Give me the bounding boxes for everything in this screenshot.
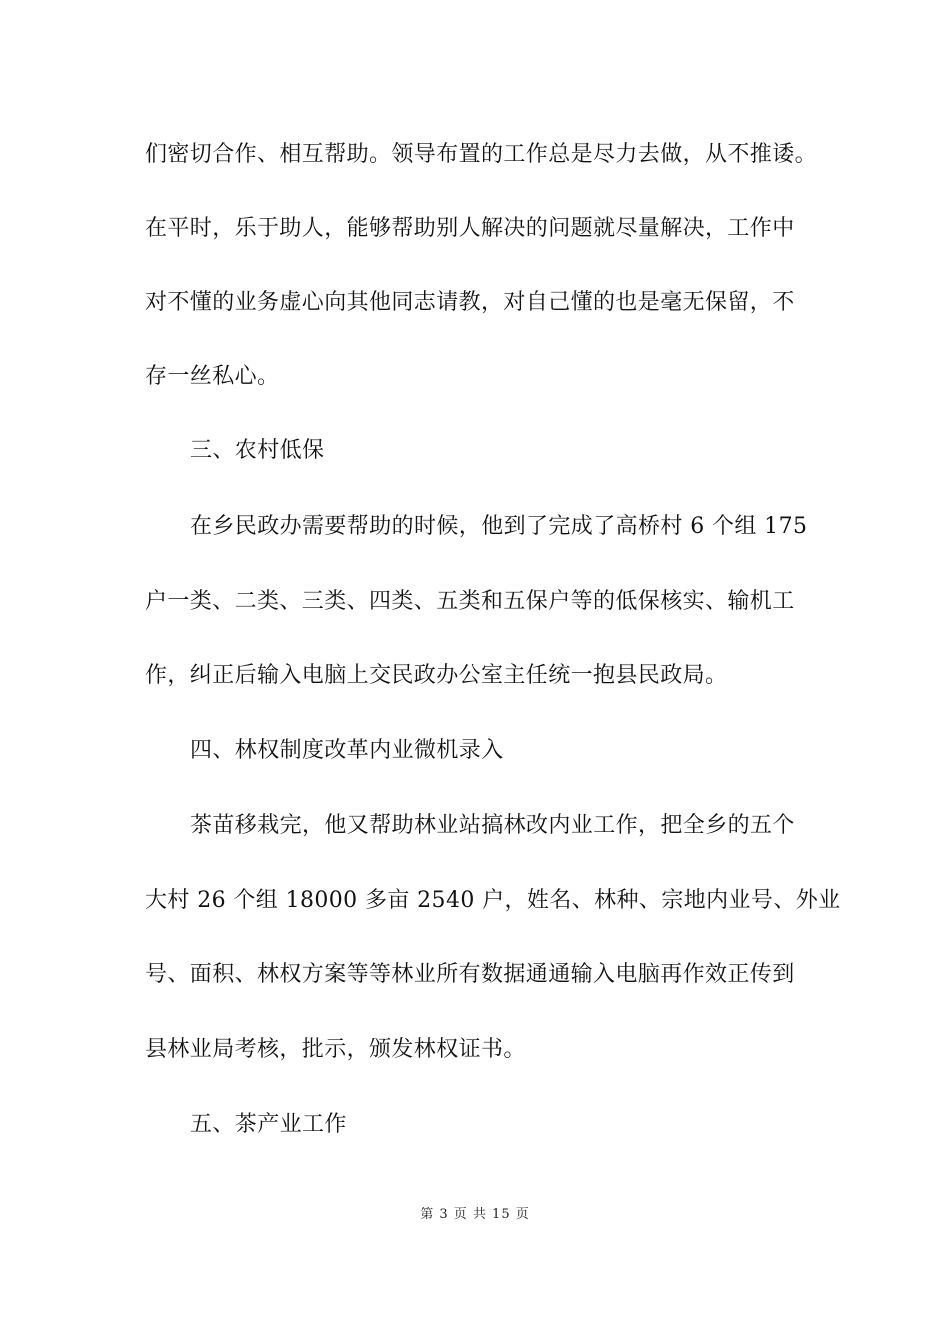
section-heading-4: 四、林权制度改革内业微机录入 xyxy=(190,738,504,763)
text-line-13: 县林业局考核，批示，颁发林权证书。 xyxy=(145,1037,526,1062)
text-line-10: 茶苗移栽完，他又帮助林业站搞林改内业工作，把全乡的五个 xyxy=(190,813,795,838)
text-line-4: 存一丝私心。 xyxy=(145,364,280,389)
text-line-2: 在平时，乐于助人，能够帮助别人解决的问题就尽量解决，工作中 xyxy=(145,216,795,241)
text-line-7: 户一类、二类、三类、四类、五类和五保户等的低保核实、输机工 xyxy=(145,589,795,614)
text-line-3: 对不懂的业务虚心向其他同志请教，对自己懂的也是毫无保留，不 xyxy=(145,290,795,315)
text-line-6: 在乡民政办需要帮助的时候，他到了完成了高桥村 6 个组 175 xyxy=(190,514,808,539)
section-heading-5: 五、茶产业工作 xyxy=(190,1112,347,1137)
text-line-11: 大村 26 个组 18000 多亩 2540 户，姓名、林种、宗地内业号、外业 xyxy=(145,888,841,913)
section-heading-3: 三、农村低保 xyxy=(190,438,325,463)
page-number-footer: 第 3 页 共 15 页 xyxy=(420,1207,530,1222)
text-line-12: 号、面积、林权方案等等林业所有数据通通输入电脑再作效正传到 xyxy=(145,962,795,987)
text-line-1: 们密切合作、相互帮助。领导布置的工作总是尽力去做，从不推诿。 xyxy=(145,142,818,167)
text-line-8: 作，纠正后输入电脑上交民政办公室主任统一抱县民政局。 xyxy=(145,663,728,688)
